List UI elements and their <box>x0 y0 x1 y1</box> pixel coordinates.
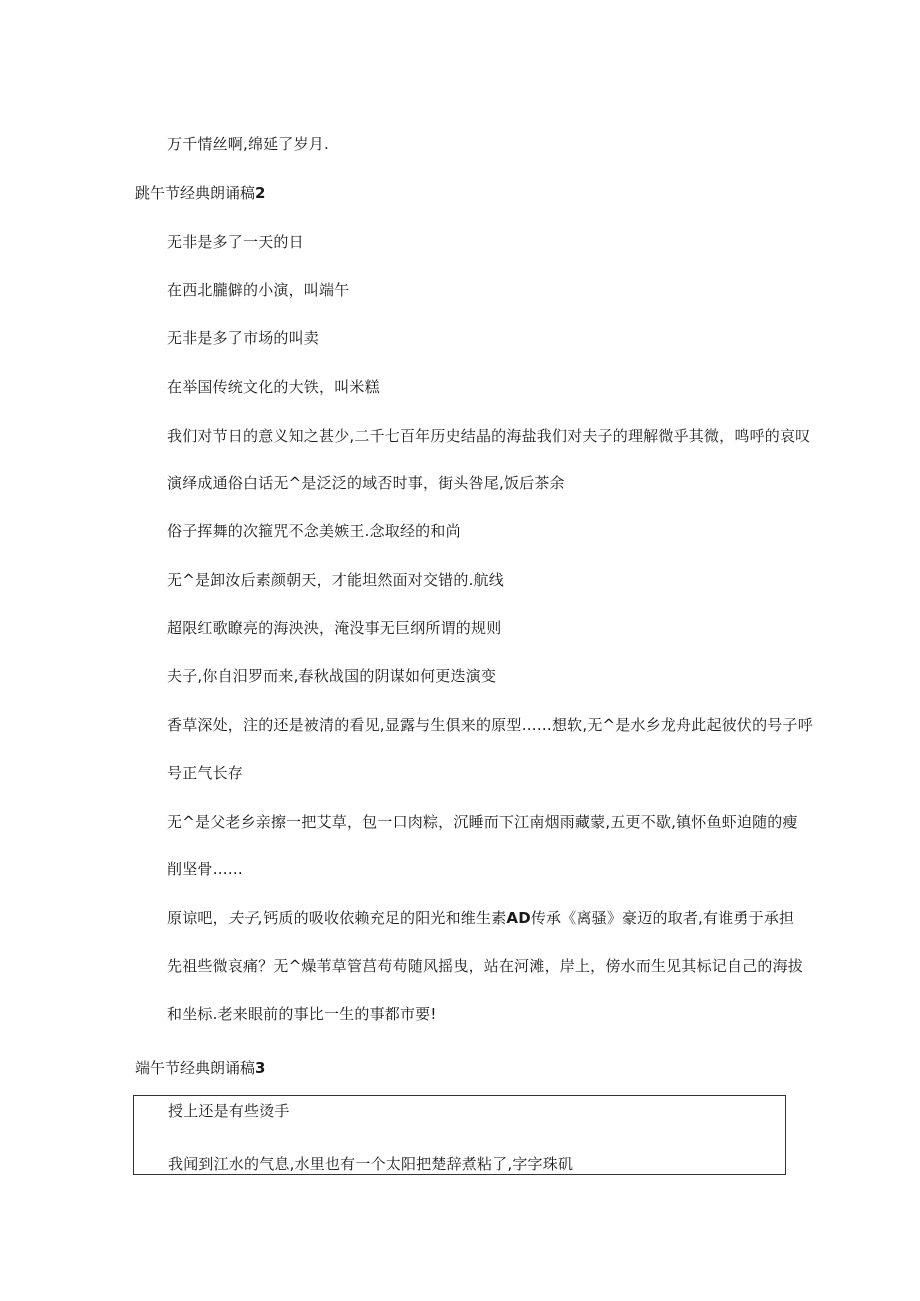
forgive-part-5: 传承《离骚》豪迈的取者,有谁勇于承担 <box>530 909 795 927</box>
section-3-heading-number: 3 <box>255 1059 266 1077</box>
section-2-heading-number: 2 <box>255 184 266 202</box>
section-3-heading-text: 端午节经典朗诵稿 <box>135 1059 256 1077</box>
poem-line: 先祖些微哀痛？无^燥苇草管莒苟苟随风摇曳，站在河滩，岸上，傍水而生见其标记自己的海拔 <box>167 957 803 975</box>
poem-line: 无^是卸汝后素颜朝天，才能坦然面对交错的.航线 <box>167 571 504 589</box>
poem-line: 和坐标.老来眼前的事比一生的事都市要! <box>167 1005 437 1023</box>
poem-line: 授上还是有些烫手 <box>168 1102 290 1120</box>
intro-line: 万千情丝啊,绵延了岁月. <box>167 135 329 153</box>
forgive-part-2: 夫子, <box>227 909 264 927</box>
poem-line: 演绎成通俗白话无^是泛泛的域否时事，街头咎尾,饭后茶余 <box>167 474 565 492</box>
poem-line: 我闻到江水的气息,水里也有一个太阳把楚辞煮粘了,字字珠矶 <box>168 1155 574 1173</box>
poem-line: 号正气长存 <box>167 764 244 782</box>
forgive-part-4: AD <box>506 909 531 927</box>
forgive-part-1: 原谅吧， <box>167 909 228 927</box>
poem-line: 香草深处，注的还是被清的看见,显露与生俱来的原型……想软,无^是水乡龙舟此起彼伏的号子呼 <box>167 716 813 734</box>
forgive-part-3: 钙质的吸收依赖充足的阳光和维生素 <box>263 909 507 927</box>
poem-line-forgive <box>167 908 794 928</box>
section-3-heading <box>135 1058 265 1078</box>
poem-line: 在西北朧僻的小演，叫端午 <box>167 281 350 299</box>
poem-line: 俗子挥舞的次箍咒不念美嫉王.念取经的和尚 <box>167 522 461 540</box>
section-2-heading-text: 跳午节经典朗诵稿 <box>135 184 256 202</box>
poem-line: 削坚骨…… <box>167 860 244 878</box>
poem-line: 在举国传统文化的大铁，叫米糕 <box>167 378 380 396</box>
poem-line: 夫子,你自汨罗而来,春秋战国的阴谋如何更迭演变 <box>167 667 497 685</box>
section-3-text-box <box>133 1095 786 1175</box>
poem-line: 无非是多了市场的叫卖 <box>167 329 320 347</box>
poem-line: 我们对节日的意义知之甚少,二千七百年历史结晶的海盐我们对夫子的理解微乎其微，鸣呼的哀叹 <box>167 427 811 445</box>
poem-line: 超限红歌瞭亮的海泱泱，淹没事无巨纲所谓的规则 <box>167 619 502 637</box>
section-2-heading <box>135 183 265 203</box>
poem-line: 无非是多了一天的日 <box>167 233 304 251</box>
poem-line: 无^是父老乡亲擦一把艾草，包一口肉粽，沉睡而下江南烟雨藏蒙,五更不歇,镇怀鱼虾迫随的瘦 <box>167 813 798 831</box>
